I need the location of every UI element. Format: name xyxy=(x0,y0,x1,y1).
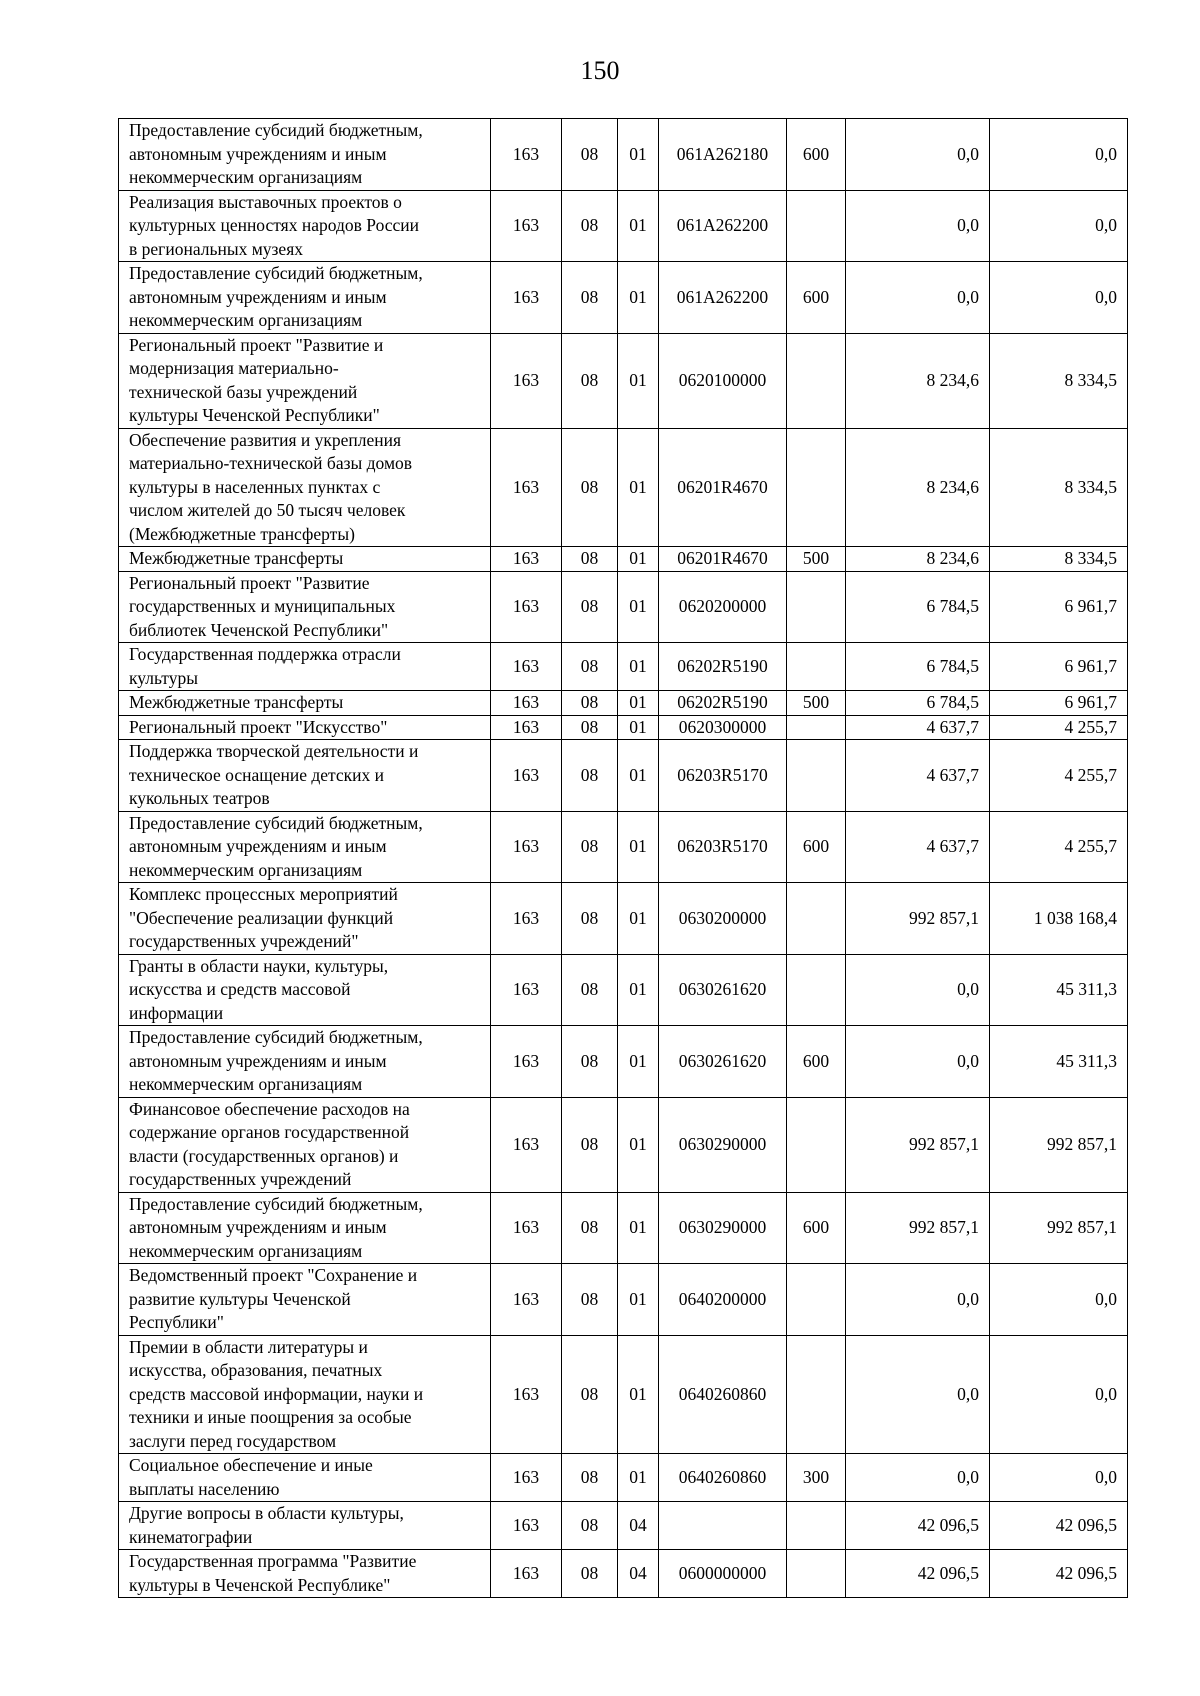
cell-expense-type xyxy=(787,715,846,740)
cell-subsection: 01 xyxy=(618,1192,659,1264)
cell-grbs: 163 xyxy=(491,883,562,955)
cell-amount-year2: 0,0 xyxy=(990,1454,1128,1502)
table-row xyxy=(119,811,1128,883)
cell-subsection: 01 xyxy=(618,262,659,334)
cell-subsection: 01 xyxy=(618,811,659,883)
cell-amount-year2: 8 334,5 xyxy=(990,428,1128,547)
cell-amount-year1: 992 857,1 xyxy=(846,1097,990,1192)
row-description: Социальное обеспечение и иные выплаты населению xyxy=(119,1454,491,1502)
cell-amount-year2: 8 334,5 xyxy=(990,547,1128,572)
cell-expense-type: 600 xyxy=(787,119,846,191)
table-row xyxy=(119,1454,1128,1502)
cell-subsection: 01 xyxy=(618,715,659,740)
table-row xyxy=(119,643,1128,691)
cell-grbs: 163 xyxy=(491,954,562,1026)
cell-amount-year2: 6 961,7 xyxy=(990,691,1128,716)
row-description: Поддержка творческой деятельности и техническое оснащение детских и кукольных театров xyxy=(119,740,491,812)
cell-amount-year1: 0,0 xyxy=(846,1264,990,1336)
cell-section: 08 xyxy=(562,1192,618,1264)
table-row xyxy=(119,1502,1128,1550)
cell-grbs: 163 xyxy=(491,428,562,547)
cell-section: 08 xyxy=(562,262,618,334)
table-row xyxy=(119,190,1128,262)
cell-grbs: 163 xyxy=(491,547,562,572)
cell-section: 08 xyxy=(562,715,618,740)
cell-expense-type xyxy=(787,883,846,955)
cell-amount-year1: 8 234,6 xyxy=(846,547,990,572)
cell-section: 08 xyxy=(562,643,618,691)
cell-subsection: 01 xyxy=(618,1264,659,1336)
cell-expense-type: 600 xyxy=(787,1026,846,1098)
cell-amount-year2: 45 311,3 xyxy=(990,954,1128,1026)
cell-section: 08 xyxy=(562,1502,618,1550)
cell-expense-type xyxy=(787,1264,846,1336)
cell-target-article: 06201R4670 xyxy=(659,547,787,572)
cell-grbs: 163 xyxy=(491,1335,562,1454)
cell-section: 08 xyxy=(562,1335,618,1454)
cell-grbs: 163 xyxy=(491,1502,562,1550)
cell-grbs: 163 xyxy=(491,1454,562,1502)
row-description: Обеспечение развития и укрепления материально-технической базы домов культуры в населенных пунктах с числом жителей до 50 тысяч человек (Межбюджетные трансферты) xyxy=(119,428,491,547)
row-description: Предоставление субсидий бюджетным, автономным учреждениям и иным некоммерческим организациям xyxy=(119,1026,491,1098)
table-row xyxy=(119,954,1128,1026)
cell-amount-year2: 0,0 xyxy=(990,1335,1128,1454)
cell-target-article: 061A262180 xyxy=(659,119,787,191)
cell-grbs: 163 xyxy=(491,740,562,812)
row-description: Предоставление субсидий бюджетным, автономным учреждениям и иным некоммерческим организациям xyxy=(119,1192,491,1264)
row-description: Региональный проект "Развитие государственных и муниципальных библиотек Чеченской Республики" xyxy=(119,571,491,643)
table-row xyxy=(119,1192,1128,1264)
cell-target-article: 0620100000 xyxy=(659,333,787,428)
cell-amount-year2: 4 255,7 xyxy=(990,740,1128,812)
cell-amount-year1: 4 637,7 xyxy=(846,715,990,740)
cell-amount-year2: 992 857,1 xyxy=(990,1097,1128,1192)
cell-amount-year2: 42 096,5 xyxy=(990,1550,1128,1598)
budget-table xyxy=(118,118,1128,1598)
cell-expense-type: 300 xyxy=(787,1454,846,1502)
cell-section: 08 xyxy=(562,1264,618,1336)
cell-target-article: 0630290000 xyxy=(659,1192,787,1264)
cell-subsection: 01 xyxy=(618,571,659,643)
cell-subsection: 01 xyxy=(618,428,659,547)
cell-section: 08 xyxy=(562,954,618,1026)
cell-grbs: 163 xyxy=(491,262,562,334)
cell-subsection: 01 xyxy=(618,190,659,262)
cell-grbs: 163 xyxy=(491,811,562,883)
cell-subsection: 01 xyxy=(618,1097,659,1192)
cell-target-article: 06202R5190 xyxy=(659,643,787,691)
cell-amount-year1: 6 784,5 xyxy=(846,691,990,716)
cell-subsection: 01 xyxy=(618,691,659,716)
row-description: Предоставление субсидий бюджетным, автономным учреждениям и иным некоммерческим организациям xyxy=(119,119,491,191)
row-description: Премии в области литературы и искусства, образования, печатных средств массовой информации, науки и техники и иные поощрения за особые заслуги перед государством xyxy=(119,1335,491,1454)
cell-target-article: 0630261620 xyxy=(659,954,787,1026)
row-description: Государственная поддержка отрасли культуры xyxy=(119,643,491,691)
cell-section: 08 xyxy=(562,883,618,955)
cell-amount-year1: 0,0 xyxy=(846,954,990,1026)
table-row xyxy=(119,262,1128,334)
cell-target-article: 0620300000 xyxy=(659,715,787,740)
row-description: Ведомственный проект "Сохранение и развитие культуры Чеченской Республики" xyxy=(119,1264,491,1336)
cell-subsection: 04 xyxy=(618,1502,659,1550)
cell-target-article: 06201R4670 xyxy=(659,428,787,547)
cell-section: 08 xyxy=(562,691,618,716)
row-description: Межбюджетные трансферты xyxy=(119,547,491,572)
cell-amount-year1: 8 234,6 xyxy=(846,333,990,428)
cell-amount-year2: 6 961,7 xyxy=(990,571,1128,643)
cell-amount-year2: 0,0 xyxy=(990,119,1128,191)
cell-expense-type xyxy=(787,740,846,812)
cell-expense-type: 500 xyxy=(787,547,846,572)
cell-amount-year2: 4 255,7 xyxy=(990,811,1128,883)
cell-section: 08 xyxy=(562,1550,618,1598)
cell-target-article xyxy=(659,1502,787,1550)
cell-amount-year1: 6 784,5 xyxy=(846,643,990,691)
row-description: Комплекс процессных мероприятий "Обеспечение реализации функций государственных учреждений" xyxy=(119,883,491,955)
cell-amount-year2: 0,0 xyxy=(990,262,1128,334)
cell-amount-year1: 42 096,5 xyxy=(846,1550,990,1598)
cell-subsection: 04 xyxy=(618,1550,659,1598)
cell-target-article: 06203R5170 xyxy=(659,811,787,883)
cell-grbs: 163 xyxy=(491,643,562,691)
table-row xyxy=(119,1264,1128,1336)
cell-section: 08 xyxy=(562,1097,618,1192)
cell-expense-type xyxy=(787,1502,846,1550)
table-body xyxy=(119,119,1128,1598)
cell-expense-type xyxy=(787,1335,846,1454)
cell-amount-year1: 8 234,6 xyxy=(846,428,990,547)
cell-amount-year2: 4 255,7 xyxy=(990,715,1128,740)
cell-amount-year2: 992 857,1 xyxy=(990,1192,1128,1264)
cell-amount-year1: 4 637,7 xyxy=(846,811,990,883)
cell-expense-type: 600 xyxy=(787,1192,846,1264)
cell-expense-type xyxy=(787,1550,846,1598)
cell-target-article: 0640200000 xyxy=(659,1264,787,1336)
cell-expense-type: 600 xyxy=(787,811,846,883)
cell-amount-year1: 4 637,7 xyxy=(846,740,990,812)
cell-subsection: 01 xyxy=(618,1026,659,1098)
cell-grbs: 163 xyxy=(491,715,562,740)
row-description: Другие вопросы в области культуры, кинематографии xyxy=(119,1502,491,1550)
table-row xyxy=(119,547,1128,572)
cell-amount-year2: 1 038 168,4 xyxy=(990,883,1128,955)
cell-target-article: 06202R5190 xyxy=(659,691,787,716)
cell-grbs: 163 xyxy=(491,119,562,191)
cell-subsection: 01 xyxy=(618,1454,659,1502)
cell-target-article: 06203R5170 xyxy=(659,740,787,812)
cell-section: 08 xyxy=(562,571,618,643)
cell-section: 08 xyxy=(562,428,618,547)
table-row xyxy=(119,883,1128,955)
cell-expense-type xyxy=(787,190,846,262)
cell-amount-year2: 45 311,3 xyxy=(990,1026,1128,1098)
cell-grbs: 163 xyxy=(491,1097,562,1192)
table-row xyxy=(119,571,1128,643)
cell-target-article: 061A262200 xyxy=(659,190,787,262)
cell-subsection: 01 xyxy=(618,1335,659,1454)
cell-subsection: 01 xyxy=(618,883,659,955)
cell-amount-year1: 0,0 xyxy=(846,1026,990,1098)
cell-expense-type: 500 xyxy=(787,691,846,716)
cell-grbs: 163 xyxy=(491,190,562,262)
table-row xyxy=(119,691,1128,716)
cell-amount-year2: 6 961,7 xyxy=(990,643,1128,691)
cell-amount-year1: 0,0 xyxy=(846,1335,990,1454)
cell-target-article: 0630200000 xyxy=(659,883,787,955)
cell-subsection: 01 xyxy=(618,119,659,191)
cell-expense-type xyxy=(787,954,846,1026)
cell-expense-type xyxy=(787,333,846,428)
cell-amount-year2: 8 334,5 xyxy=(990,333,1128,428)
cell-target-article: 0640260860 xyxy=(659,1335,787,1454)
cell-target-article: 0600000000 xyxy=(659,1550,787,1598)
row-description: Гранты в области науки, культуры, искусства и средств массовой информации xyxy=(119,954,491,1026)
cell-expense-type xyxy=(787,428,846,547)
cell-amount-year2: 42 096,5 xyxy=(990,1502,1128,1550)
cell-amount-year1: 0,0 xyxy=(846,1454,990,1502)
cell-grbs: 163 xyxy=(491,333,562,428)
cell-grbs: 163 xyxy=(491,1550,562,1598)
cell-expense-type: 600 xyxy=(787,262,846,334)
cell-expense-type xyxy=(787,643,846,691)
cell-target-article: 0640260860 xyxy=(659,1454,787,1502)
cell-target-article: 0620200000 xyxy=(659,571,787,643)
cell-target-article: 0630290000 xyxy=(659,1097,787,1192)
cell-section: 08 xyxy=(562,740,618,812)
cell-expense-type xyxy=(787,571,846,643)
row-description: Государственная программа "Развитие культуры в Чеченской Республике" xyxy=(119,1550,491,1598)
cell-expense-type xyxy=(787,1097,846,1192)
table-row xyxy=(119,740,1128,812)
cell-section: 08 xyxy=(562,1026,618,1098)
cell-grbs: 163 xyxy=(491,1026,562,1098)
table-row xyxy=(119,1550,1128,1598)
cell-section: 08 xyxy=(562,811,618,883)
cell-grbs: 163 xyxy=(491,1192,562,1264)
table-row xyxy=(119,715,1128,740)
cell-subsection: 01 xyxy=(618,954,659,1026)
table-row xyxy=(119,1335,1128,1454)
table-row xyxy=(119,333,1128,428)
cell-target-article: 061A262200 xyxy=(659,262,787,334)
table-row xyxy=(119,119,1128,191)
cell-amount-year1: 992 857,1 xyxy=(846,883,990,955)
page-number: 150 xyxy=(580,56,620,85)
cell-amount-year1: 0,0 xyxy=(846,119,990,191)
cell-grbs: 163 xyxy=(491,691,562,716)
cell-target-article: 0630261620 xyxy=(659,1026,787,1098)
cell-section: 08 xyxy=(562,547,618,572)
cell-grbs: 163 xyxy=(491,1264,562,1336)
cell-amount-year1: 6 784,5 xyxy=(846,571,990,643)
row-description: Региональный проект "Искусство" xyxy=(119,715,491,740)
cell-section: 08 xyxy=(562,119,618,191)
cell-subsection: 01 xyxy=(618,333,659,428)
cell-section: 08 xyxy=(562,190,618,262)
row-description: Предоставление субсидий бюджетным, автономным учреждениям и иным некоммерческим организациям xyxy=(119,811,491,883)
row-description: Межбюджетные трансферты xyxy=(119,691,491,716)
cell-amount-year1: 992 857,1 xyxy=(846,1192,990,1264)
cell-subsection: 01 xyxy=(618,740,659,812)
row-description: Финансовое обеспечение расходов на содержание органов государственной власти (государственных органов) и государственных учреждений xyxy=(119,1097,491,1192)
table-row xyxy=(119,1026,1128,1098)
cell-grbs: 163 xyxy=(491,571,562,643)
row-description: Реализация выставочных проектов о культурных ценностях народов России в региональных музеях xyxy=(119,190,491,262)
row-description: Предоставление субсидий бюджетным, автономным учреждениям и иным некоммерческим организациям xyxy=(119,262,491,334)
cell-amount-year1: 42 096,5 xyxy=(846,1502,990,1550)
cell-subsection: 01 xyxy=(618,547,659,572)
cell-amount-year1: 0,0 xyxy=(846,190,990,262)
cell-section: 08 xyxy=(562,1454,618,1502)
cell-amount-year2: 0,0 xyxy=(990,190,1128,262)
cell-amount-year1: 0,0 xyxy=(846,262,990,334)
table-row xyxy=(119,428,1128,547)
cell-subsection: 01 xyxy=(618,643,659,691)
table-row xyxy=(119,1097,1128,1192)
cell-section: 08 xyxy=(562,333,618,428)
cell-amount-year2: 0,0 xyxy=(990,1264,1128,1336)
row-description: Региональный проект "Развитие и модернизация материально- технической базы учреждений культуры Чеченской Республики" xyxy=(119,333,491,428)
